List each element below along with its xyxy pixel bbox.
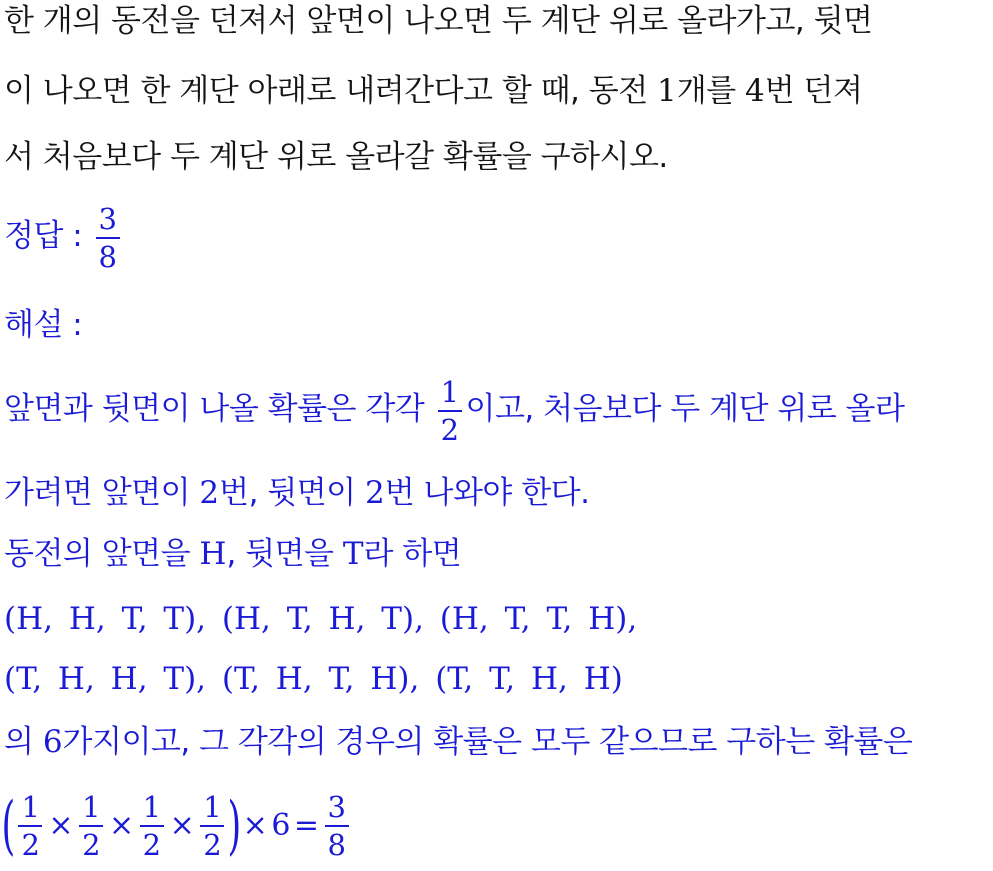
math-number: 2 <box>364 475 385 511</box>
close-paren: ) <box>227 788 242 863</box>
question-text: 이 나오면 한 계단 아래로 내려간다고 할 때, 동전 <box>4 73 658 109</box>
times-sign: × <box>169 807 195 843</box>
fraction-bar <box>140 825 164 827</box>
explanation-line-6 <box>4 723 912 761</box>
half-fraction <box>140 790 164 862</box>
explanation-text: 앞면과 뒷면이 나올 확률은 각각 <box>4 391 434 427</box>
explanation-text: 번, 뒷면이 <box>219 475 365 511</box>
result-fraction <box>325 790 349 862</box>
half-fraction <box>18 790 42 862</box>
answer-line <box>4 196 124 276</box>
explanation-text: 번 나와야 한다. <box>384 475 590 511</box>
count-number: 6 <box>271 807 290 843</box>
answer-fraction <box>96 202 120 274</box>
fraction-numerator: 1 <box>142 789 161 824</box>
cases-text: (T, H, H, T), (T, H, T, H), (T, T, H, H) <box>4 661 623 697</box>
explanation-line-2 <box>4 474 589 512</box>
half-fraction <box>200 790 224 862</box>
open-paren: ( <box>1 788 15 863</box>
question-text: 한 개의 동전을 던져서 앞면이 나오면 두 계단 위로 올라가고, 뒷면 <box>4 3 873 39</box>
question-line-1 <box>4 2 873 40</box>
explanation-text: 가지이고, 그 각각의 경우의 확률은 모두 같으므로 구하는 확률은 <box>62 724 913 760</box>
fraction-bar <box>200 825 224 827</box>
math-symbol-h: H <box>199 536 227 572</box>
cases-text: (H, H, T, T), (H, T, H, T), (H, T, T, H), <box>4 601 638 637</box>
cases-line-1 <box>4 600 637 638</box>
explanation-text: 의 <box>4 724 43 760</box>
math-number: 4 <box>745 73 765 109</box>
fraction-bar <box>18 825 42 827</box>
question-line-3 <box>4 138 668 176</box>
half-fraction <box>79 790 103 862</box>
math-number: 1 <box>657 73 677 109</box>
times-sign: × <box>242 807 268 843</box>
question-line-2 <box>4 72 862 110</box>
explanation-line-3 <box>4 535 461 573</box>
fraction-denominator: 2 <box>440 412 459 447</box>
fraction-bar <box>96 237 120 239</box>
fraction-denominator: 2 <box>21 827 40 862</box>
math-symbol-t: T <box>342 536 364 572</box>
explanation-line-1 <box>4 369 904 449</box>
explanation-text: , 뒷면을 <box>226 536 343 572</box>
explanation-label: 해설 : <box>4 307 83 343</box>
fraction-numerator: 1 <box>82 789 101 824</box>
fraction-numerator: 3 <box>98 201 117 236</box>
question-text: 개를 <box>676 73 745 109</box>
fraction-numerator: 3 <box>327 789 346 824</box>
question-text: 번 던져 <box>764 73 863 109</box>
explanation-text: 라 하면 <box>363 536 462 572</box>
math-number: 6 <box>42 724 63 760</box>
question-text: 서 처음보다 두 계단 위로 올라갈 확률을 구하시오. <box>4 139 668 175</box>
probability-fraction <box>438 375 462 447</box>
fraction-denominator: 8 <box>98 239 117 274</box>
fraction-numerator: 1 <box>21 789 40 824</box>
cases-line-2 <box>4 660 623 698</box>
explanation-text: 이고, 처음보다 두 계단 위로 올라 <box>465 391 905 427</box>
fraction-denominator: 2 <box>203 827 222 862</box>
formula-line <box>2 784 353 866</box>
fraction-bar <box>325 825 349 827</box>
fraction-denominator: 2 <box>82 827 101 862</box>
explanation-text: 가려면 앞면이 <box>4 475 200 511</box>
times-sign: × <box>109 807 134 843</box>
fraction-bar <box>438 410 462 412</box>
fraction-bar <box>79 825 103 827</box>
fraction-denominator: 2 <box>142 827 161 862</box>
equals-sign: = <box>293 807 319 843</box>
fraction-denominator: 8 <box>327 827 346 862</box>
times-sign: × <box>48 807 74 843</box>
fraction-numerator: 1 <box>203 789 222 824</box>
fraction-numerator: 1 <box>440 374 459 409</box>
explanation-label-line <box>4 306 82 344</box>
explanation-text: 동전의 앞면을 <box>4 536 200 572</box>
answer-label: 정답 : <box>4 218 92 254</box>
math-number: 2 <box>199 475 220 511</box>
